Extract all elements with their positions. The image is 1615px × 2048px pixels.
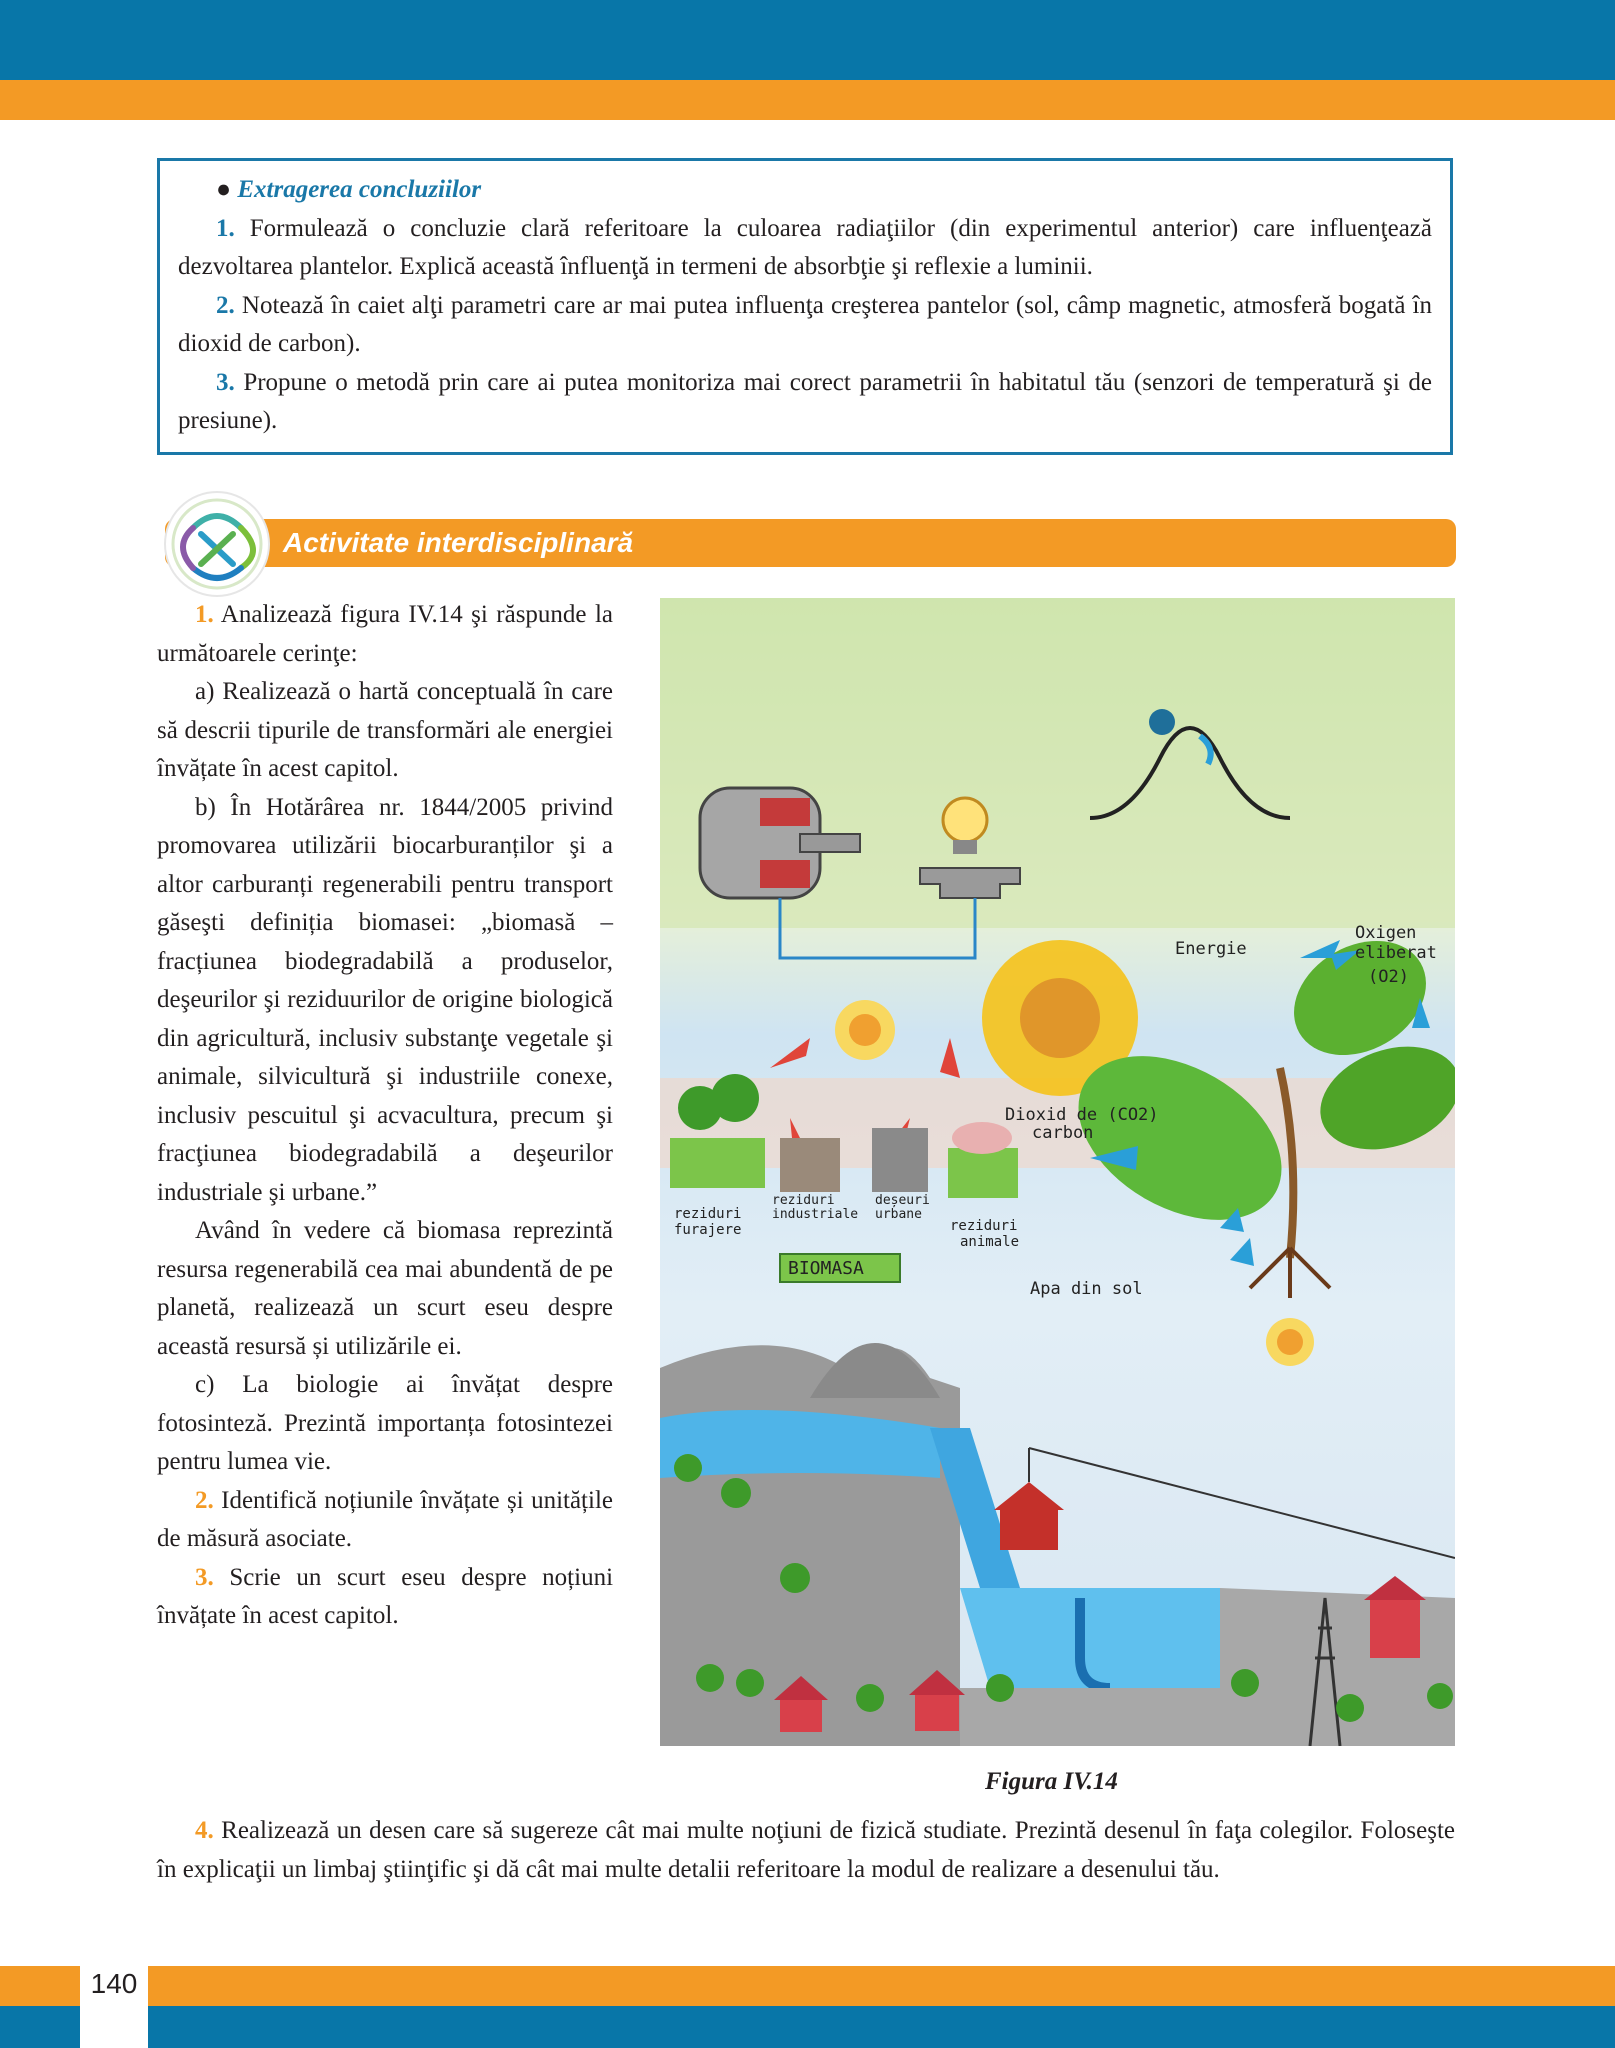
label-oxigen-3: (O2) (1368, 967, 1409, 987)
top-orange-band (0, 80, 1615, 120)
label-des-urb-1: deșeuri (875, 1193, 930, 1208)
power-station (1000, 1508, 1058, 1550)
task-1a: a) Realizează o hartă conceptuală în care să descrii tipurile de transformări ale energiei învățate în acest capitol. (157, 678, 613, 782)
label-des-urb-2: urbane (875, 1207, 922, 1222)
task-1b-essay: Având în vedere că biomasa reprezintă resursa regenerabilă cea mai abundentă de pe planetă, realizează un scurt eseu despre această resursă și utilizările ei. (157, 1217, 613, 1360)
conclusion-item-3: 3. Propune o metodă prin care ai putea monitoriza mai corect parametrii în habitatul tău (senzori de temperatură şi de presiune). (178, 368, 1432, 434)
figure-illustration (660, 598, 1455, 1746)
task-1c: c) La biologie ai învățat despre fotosinteză. Prezintă importanța fotosintezei pentru lumea vie. (157, 1371, 613, 1475)
activity-title: Activitate interdisciplinară (283, 527, 634, 558)
interlaced-knot-icon (163, 490, 271, 598)
task-3: 3. Scrie un scurt eseu despre noțiuni învățate în acest capitol. (157, 1563, 614, 1629)
activity-text-column (157, 596, 613, 1636)
label-biomasa: BIOMASA (788, 1258, 864, 1279)
conclusions-heading (178, 171, 1432, 210)
label-rez-anim-1: reziduri (950, 1218, 1018, 1234)
task-2: 2. Identifică noțiunile învățate și unitățile de măsură asociate. (157, 1486, 613, 1552)
label-dioxid-2: carbon (1032, 1123, 1094, 1143)
bottom-blue-band (0, 2006, 1615, 2048)
conclusions-box (157, 158, 1453, 455)
bottom-orange-band (0, 1966, 1615, 2006)
label-rez-furajere-1: reziduri (674, 1206, 742, 1222)
ball (1149, 709, 1175, 735)
bullet: ● (216, 176, 232, 203)
label-rez-ind-2: industriale (772, 1207, 859, 1222)
lower-sun (1266, 1318, 1314, 1366)
task-1b: b) În Hotărârea nr. 1844/2005 privind promovarea utilizării biocarburanților şi a altor carburanți regenerabili pentru transport găseşti definiția biomasei: „biomasă – fracțiunea biodegradabilă a produselor, deşeurilor şi reziduurilor de origine biologică din agricultură, inclusiv substanţe vegetale şi animale, silvicultură şi industriile conexe, inclusiv pescuitul şi acvacultura, precum şi fracţiunea biodegradabilă a deşeurilor industriale şi urbane.” (157, 793, 613, 1206)
figure-caption: Figura IV.14 (985, 1768, 1118, 1795)
label-oxigen-1: Oxigen (1355, 923, 1417, 943)
label-energie: Energie (1175, 939, 1247, 959)
page-number: 140 (90, 1968, 138, 1999)
task-1: 1. Analizează figura IV.14 şi răspunde la următoarele cerinţe: (157, 601, 613, 667)
label-rez-anim-2: animale (960, 1234, 1020, 1250)
top-blue-band (0, 0, 1615, 80)
label-oxigen-2: eliberat (1355, 943, 1437, 963)
label-rez-ind-1: reziduri (772, 1193, 835, 1208)
conclusion-item-2: 2. Notează în caiet alţi parametri care ar mai putea influenţa creşterea pantelor (sol, câmp magnetic, atmosferă bogată în dioxid de carbon). (178, 291, 1432, 357)
label-dioxid-1: Dioxid de (CO2) (1005, 1105, 1159, 1125)
conclusions-title: Extragerea concluziilor (237, 176, 482, 203)
small-sun (835, 1000, 895, 1060)
label-rez-furajere-2: furajere (674, 1222, 742, 1238)
task-4: 4. Realizează un desen care să sugereze cât mai multe noţiuni de fizică studiate. Prezintă desenul în faţa colegilor. Foloseşte în explicaţii un limbaj ştiinţific şi dă cât mai multe detalii referitoare la modul de realizare a desenului tău. (157, 1817, 1456, 1883)
conclusion-item-1: 1. Formulează o concluzie clară referitoare la culoarea radiaţiilor (din experimentul anterior) care influenţează dezvoltarea plantelor. Explică această înfluenţă in termeni de absorbţie şi reflexie a luminii. (178, 214, 1432, 280)
label-apa: Apa din sol (1030, 1279, 1143, 1299)
